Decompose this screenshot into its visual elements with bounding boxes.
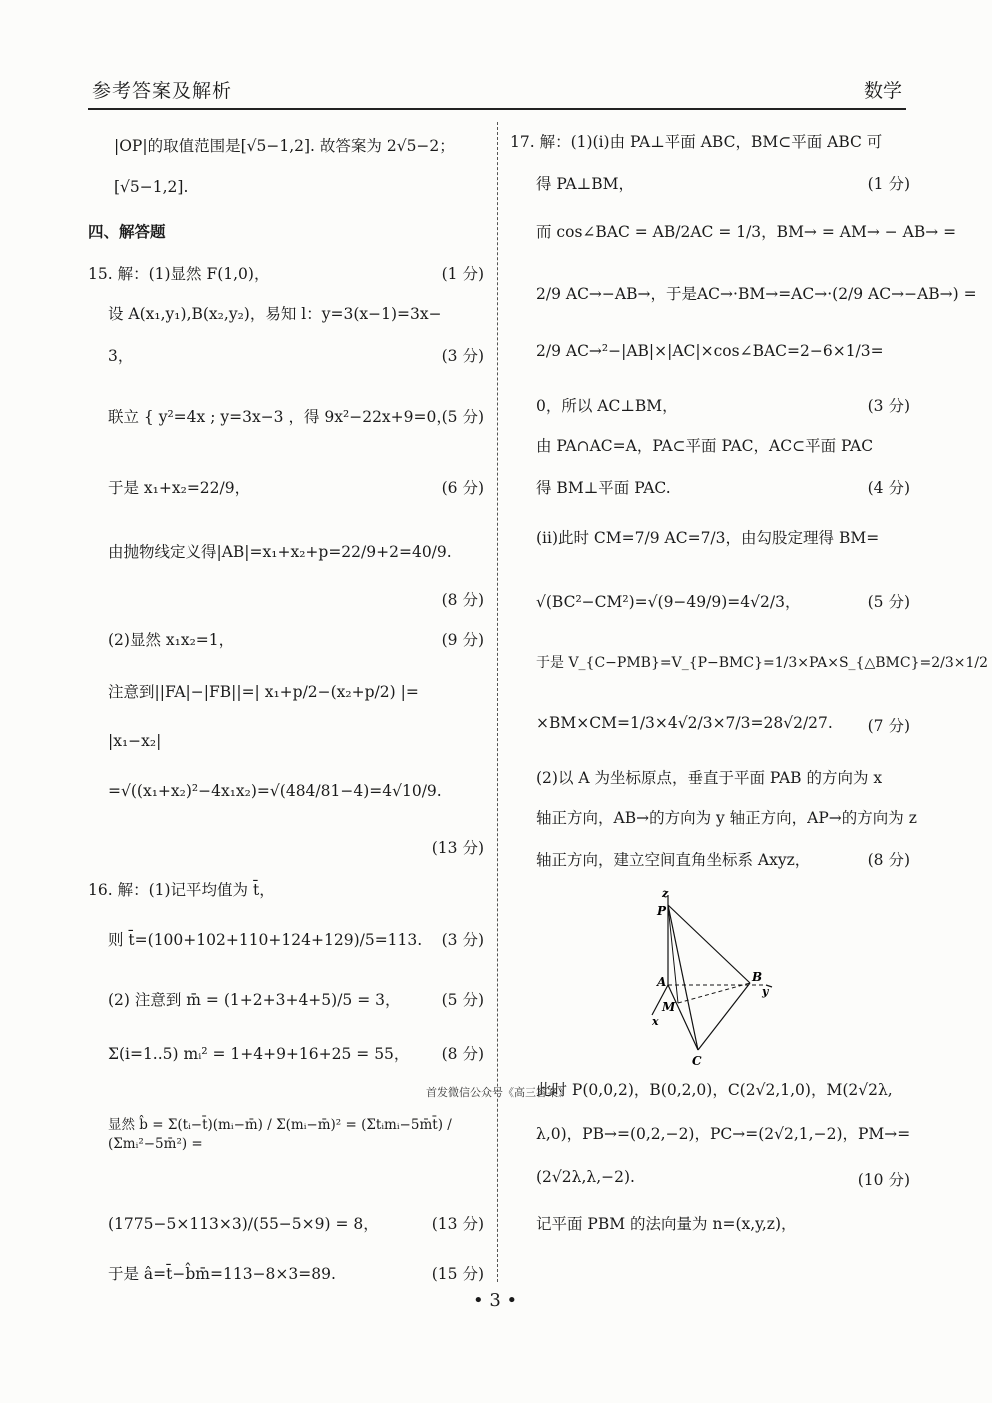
bm-edge — [678, 983, 750, 1003]
bc-edge — [698, 983, 750, 1050]
header-title: 参考答案及解析 — [92, 80, 233, 102]
label-m: M — [662, 1000, 676, 1014]
page-header — [88, 70, 906, 110]
label-a: A — [657, 975, 667, 989]
label-p: P — [657, 904, 667, 918]
label-x: x — [652, 1015, 659, 1028]
pb-edge — [668, 905, 750, 983]
pc-edge — [668, 905, 698, 1050]
page-number: • 3 • — [473, 1290, 518, 1311]
tetrahedron-figure — [640, 885, 790, 1070]
header-subject: 数学 — [863, 80, 902, 102]
watermark-text: 首发微信公众号《高三答案》 — [426, 1086, 569, 1099]
ac-edge — [668, 985, 698, 1050]
label-c: C — [692, 1054, 702, 1068]
label-b: B — [752, 970, 763, 984]
label-y: y — [762, 985, 769, 998]
column-divider — [497, 122, 498, 1282]
label-z: z — [662, 887, 669, 900]
